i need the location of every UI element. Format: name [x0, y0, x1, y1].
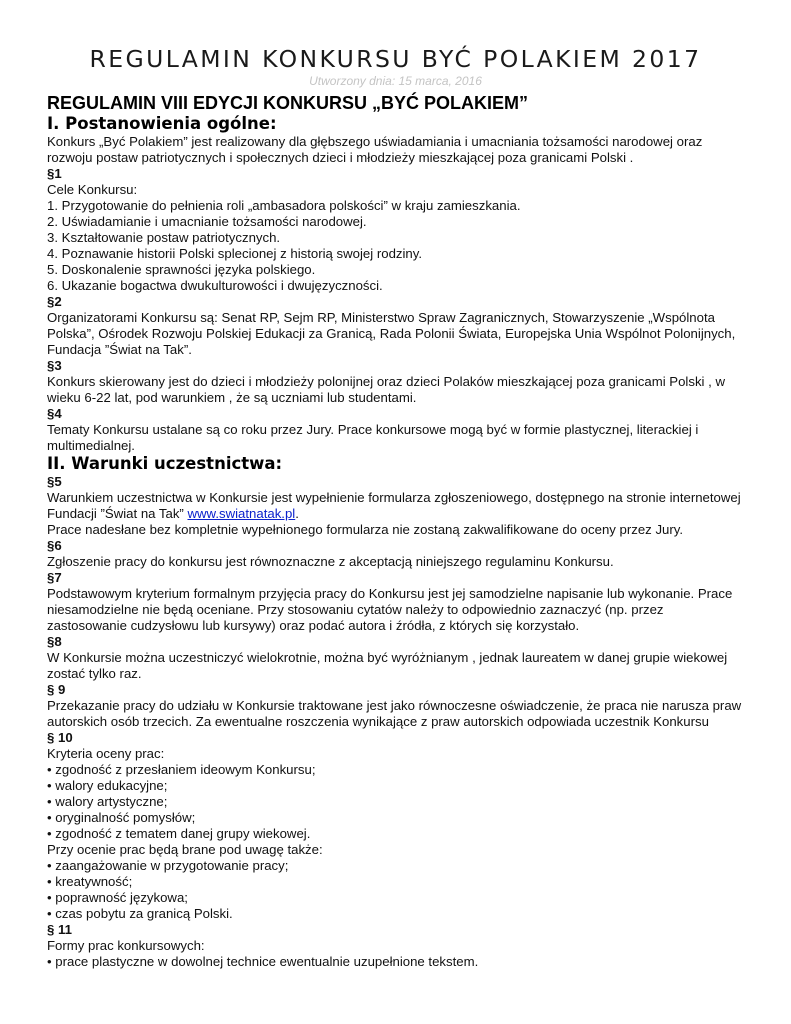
website-link[interactable]: www.swiatnatak.pl	[187, 506, 296, 521]
criteria-item-additional: • poprawność językowa;	[47, 890, 188, 905]
document-body	[47, 93, 747, 970]
participants-text: Konkurs skierowany jest do dzieci i młodzieży polonijnej oraz dzieci Polaków mieszkającej poza granicami Polski , w wieku 6-22 lat, pod warunkiem , że są uczniami lub studentami.	[47, 374, 725, 405]
goal-item: 6. Ukazanie bogactwa dwukulturowości i dwujęzyczności.	[47, 278, 383, 293]
acceptance-text: Zgłoszenie pracy do konkursu jest równoznaczne z akceptacją niniejszego regulaminu Konkursu.	[47, 554, 614, 569]
paragraph-label-1: §1	[47, 166, 62, 181]
paragraph-label-10: § 10	[47, 730, 73, 745]
organizers-text: Organizatorami Konkursu są: Senat RP, Sejm RP, Ministerstwo Spraw Zagranicznych, Stowarzyszenie „Wspólnota Polska”, Ośrodek Rozwoju Polskiej Edukacji za Granicą, Rada Polonii Świata, Europejska Unia Wspólnot Polonijnych, Fundacja ”Świat na Tak”.	[47, 310, 736, 357]
forms-lead: Formy prac konkursowych:	[47, 938, 205, 953]
section-heading-conditions: II. Warunki uczestnictwa:	[47, 454, 283, 473]
registration-text	[47, 490, 747, 522]
paragraph-label-5: §5	[47, 474, 62, 489]
criteria-item: • walory edukacyjne;	[47, 778, 168, 793]
criteria-item-additional: • czas pobytu za granicą Polski.	[47, 906, 233, 921]
paragraph-label-7: §7	[47, 570, 62, 585]
created-date: Utworzony dnia: 15 marca, 2016	[309, 74, 482, 88]
criteria-item-additional: • kreatywność;	[47, 874, 133, 889]
section-intro: Konkurs „Być Polakiem” jest realizowany dla głębszego uświadamiania i umacniania tożsamości narodowej oraz rozwoju postaw patriotycznych i społecznych dzieci i młodzieży mieszkającej poza granicami Polski .	[47, 134, 703, 165]
repeat-participation-text: W Konkursie można uczestniczyć wielokrotnie, można być wyróżnianym , jednak laureatem w danej grupie wiekowej zostać tylko raz.	[47, 650, 728, 681]
criteria-item: • zgodność z przesłaniem ideowym Konkursu;	[47, 762, 316, 777]
paragraph-label-8: §8	[47, 634, 62, 649]
document-title: REGULAMIN KONKURSU BYĆ POLAKIEM 2017	[89, 45, 702, 73]
goal-item: 4. Poznawanie historii Polski splecionej z historią swojej rodziny.	[47, 246, 423, 261]
topics-text: Tematy Konkursu ustalane są co roku przez Jury. Prace konkursowe mogą być w formie plastycznej, literackiej i multimedialnej.	[47, 422, 699, 453]
main-heading: REGULAMIN VIII EDYCJI KONKURSU „BYĆ POLAKIEM”	[47, 93, 529, 113]
goal-item: 5. Doskonalenie sprawności języka polskiego.	[47, 262, 316, 277]
paragraph-label-6: §6	[47, 538, 62, 553]
criteria-item: • zgodność z tematem danej grupy wiekowej.	[47, 826, 311, 841]
paragraph-label-9: § 9	[47, 682, 66, 697]
registration-text-end: .	[295, 506, 299, 521]
goal-item: 1. Przygotowanie do pełnienia roli „ambasadora polskości” w kraju zamieszkania.	[47, 198, 521, 213]
registration-text-start: Warunkiem uczestnictwa w Konkursie jest wypełnienie formularza zgłoszeniowego, dostępnego na stronie internetowej Fundacji ”Świat na Tak”	[47, 490, 741, 521]
section-heading-general: I. Postanowienia ogólne:	[47, 114, 277, 133]
criteria-item: • walory artystyczne;	[47, 794, 168, 809]
forms-item: • prace plastyczne w dowolnej technice ewentualnie uzupełnione tekstem.	[47, 954, 479, 969]
paragraph-label-3: §3	[47, 358, 62, 373]
originality-text: Podstawowym kryterium formalnym przyjęcia pracy do Konkursu jest jej samodzielne napisanie lub wykonanie. Prace niesamodzielne nie będą oceniane. Przy stosowaniu cytatów należy to odpowiednio zaznaczyć (np. przez zastosowanie cudzysłowu lub kursywy) oraz podać autora i źródła, z których się korzystało.	[47, 586, 733, 633]
paragraph-label-4: §4	[47, 406, 62, 421]
goal-item: 2. Uświadamianie i umacnianie tożsamości narodowej.	[47, 214, 367, 229]
criteria-lead: Kryteria oceny prac:	[47, 746, 165, 761]
paragraph-label-2: §2	[47, 294, 62, 309]
paragraph-label-11: § 11	[47, 922, 72, 937]
criteria-lead-additional: Przy ocenie prac będą brane pod uwagę także:	[47, 842, 323, 857]
criteria-item: • oryginalność pomysłów;	[47, 810, 196, 825]
goal-item: 3. Kształtowanie postaw patriotycznych.	[47, 230, 281, 245]
goals-lead: Cele Konkursu:	[47, 182, 138, 197]
copyright-text: Przekazanie pracy do udziału w Konkursie traktowane jest jako równoczesne oświadczenie, że praca nie narusza praw autorskich osób trzecich. Za ewentualne roszczenia wynikające z praw autorskich odpowiada uczestnik Konkursu	[47, 698, 742, 729]
criteria-item-additional: • zaangażowanie w przygotowanie pracy;	[47, 858, 289, 873]
registration-note: Prace nadesłane bez kompletnie wypełnionego formularza nie zostaną zakwalifikowane do oceny przez Jury.	[47, 522, 684, 537]
